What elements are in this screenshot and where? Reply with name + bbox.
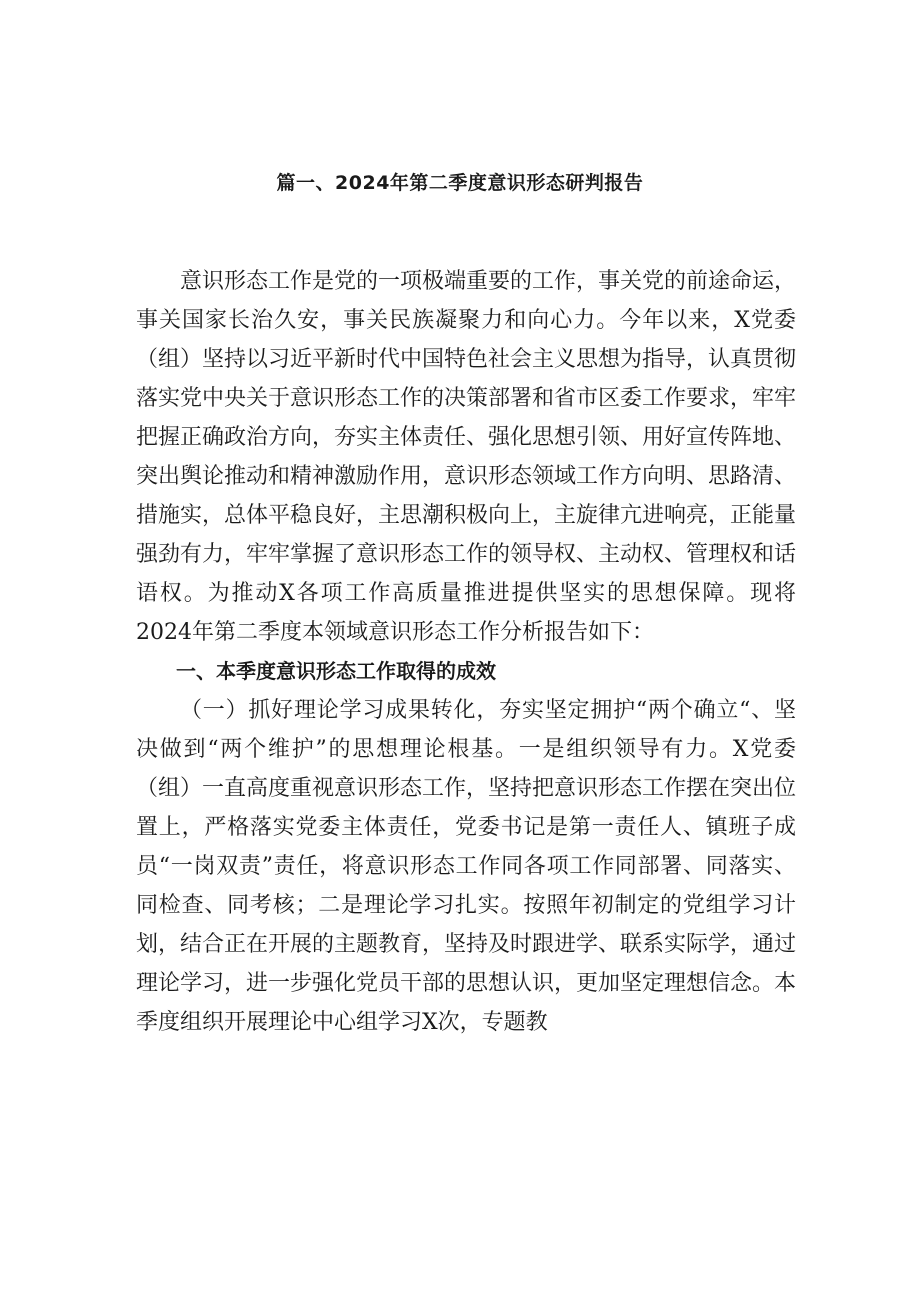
intro-paragraph: 意识形态工作是党的一项极端重要的工作，事关党的前途命运，事关国家长治久安，事关民族凝聚力和向心力。今年以来，X党委（组）坚持以习近平新时代中国特色社会主义思想为指导，认真贯彻落实党中央关于意识形态工作的决策部署和省市区委工作要求，牢牢把握正确政治方向，夯实主体责任、强化思想引领、用好宣传阵地、突出舆论推动和精神激励作用，意识形态领域工作方向明、思路清、措施实，总体平稳良好，主思潮积极向上，主旋律亢进响亮，正能量强劲有力，牢牢掌握了意识形态工作的领导权、主动权、管理权和话语权。为推动X各项工作高质量推进提供坚实的思想保障。现将2024年第二季度本领域意识形态工作分析报告如下： xyxy=(136,269,797,645)
section-heading: 一、本季度意识形态工作取得的成效 xyxy=(176,659,496,683)
document-body xyxy=(136,262,796,1042)
section-paragraph: （一）抓好理论学习成果转化，夯实坚定拥护“两个确立“、坚决做到“两个维护”的思想理论根基。一是组织领导有力。X党委（组）一直高度重视意识形态工作，坚持把意识形态工作摆在突出位置上，严格落实党委主体责任，党委书记是第一责任人、镇班子成员“一岗双责”责任，将意识形态工作同各项工作同部署、同落实、同检查、同考核；二是理论学习扎实。按照年初制定的党组学习计划，结合正在开展的主题教育，坚持及时跟进学、联系实际学，通过理论学习，进一步强化党员干部的思想认识，更加坚定理想信念。本季度组织开展理论中心组学习X次，专题教 xyxy=(136,698,797,1035)
document-title: 篇一、2024年第二季度意识形态研判报告 xyxy=(276,172,644,194)
